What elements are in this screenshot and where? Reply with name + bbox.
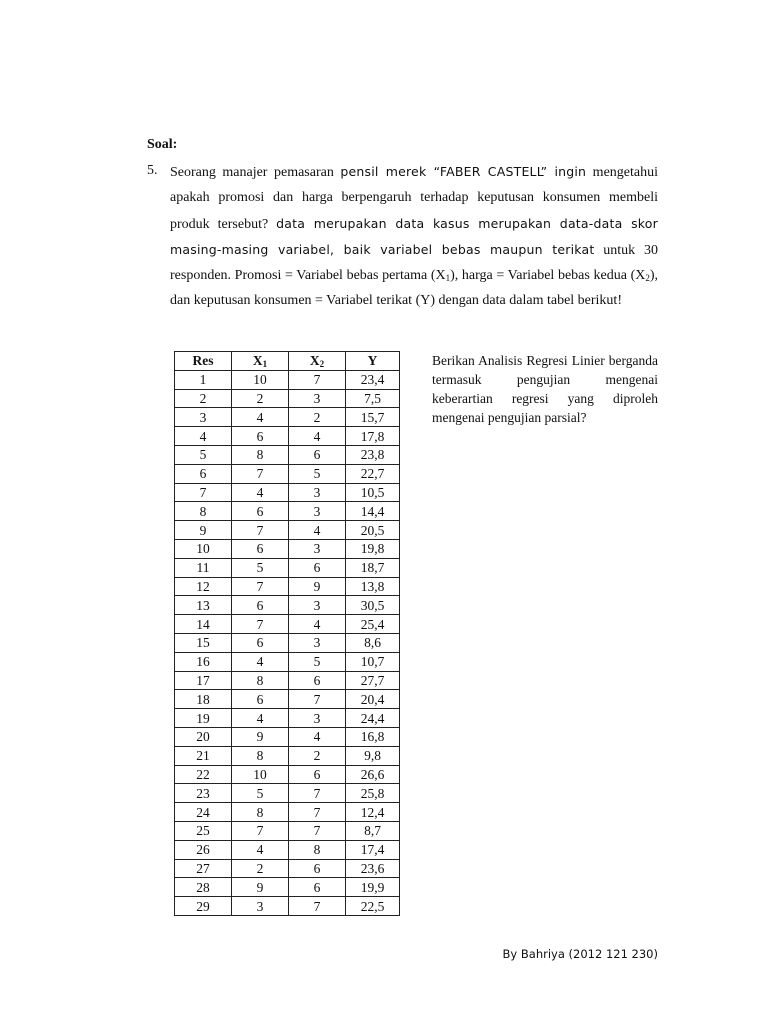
table-cell: 5 <box>232 784 289 803</box>
column-header-x1: $X_1$ <box>232 352 289 371</box>
table-row <box>175 464 400 483</box>
table-cell: 7,5 <box>346 389 400 408</box>
table-row <box>175 821 400 840</box>
table-cell: 6 <box>289 445 346 464</box>
table-cell: 7 <box>232 821 289 840</box>
table-cell: 23,8 <box>346 445 400 464</box>
table-row <box>175 445 400 464</box>
table-cell: 6 <box>289 878 346 897</box>
table-cell: 20,5 <box>346 521 400 540</box>
table-cell: 22 <box>175 765 232 784</box>
table-row <box>175 652 400 671</box>
table-row <box>175 709 400 728</box>
question-text-part: Seorang manajer pemasaran <box>170 165 341 180</box>
table-cell: 7 <box>289 690 346 709</box>
table-cell: 6 <box>232 690 289 709</box>
table-cell: 6 <box>232 539 289 558</box>
table-row <box>175 408 400 427</box>
table-cell: 6 <box>289 671 346 690</box>
table-cell: 2 <box>289 746 346 765</box>
table-cell: 4 <box>289 521 346 540</box>
section-heading: Soal: <box>147 137 178 152</box>
table-cell: 25,4 <box>346 615 400 634</box>
table-cell: 25,8 <box>346 784 400 803</box>
table-cell: 10,5 <box>346 483 400 502</box>
table-row <box>175 370 400 389</box>
table-cell: 13,8 <box>346 577 400 596</box>
question-number: 5. <box>147 163 158 178</box>
table-cell: 19 <box>175 709 232 728</box>
table-cell: 23,6 <box>346 859 400 878</box>
table-cell: 12,4 <box>346 803 400 822</box>
table-row <box>175 727 400 746</box>
table-row <box>175 633 400 652</box>
table-cell: 7 <box>232 615 289 634</box>
table-cell: 3 <box>289 483 346 502</box>
table-cell: 24 <box>175 803 232 822</box>
table-cell: 17,8 <box>346 427 400 446</box>
table-row <box>175 539 400 558</box>
table-cell: 22,7 <box>346 464 400 483</box>
table-cell: 27 <box>175 859 232 878</box>
table-cell: 23,4 <box>346 370 400 389</box>
table-cell: 6 <box>289 765 346 784</box>
table-cell: 14 <box>175 615 232 634</box>
table-cell: 23 <box>175 784 232 803</box>
table-row <box>175 521 400 540</box>
table-cell: 6 <box>232 596 289 615</box>
table-cell: 3 <box>289 389 346 408</box>
table-cell: 8,7 <box>346 821 400 840</box>
table-cell: 16,8 <box>346 727 400 746</box>
table-cell: 7 <box>289 821 346 840</box>
table-cell: 8 <box>289 840 346 859</box>
table-cell: 5 <box>232 558 289 577</box>
table-cell: 26,6 <box>346 765 400 784</box>
table-cell: 5 <box>175 445 232 464</box>
table-cell: 18,7 <box>346 558 400 577</box>
column-header-x2: $X_2$ <box>289 352 346 371</box>
table-cell: 2 <box>289 408 346 427</box>
table-row <box>175 690 400 709</box>
table-row <box>175 427 400 446</box>
table-row <box>175 897 400 916</box>
table-cell: 9,8 <box>346 746 400 765</box>
data-table <box>174 351 400 916</box>
question-text-part: untuk 30 responden. Promosi = Variabel bebas pertama (X <box>170 242 658 284</box>
table-cell: 10,7 <box>346 652 400 671</box>
table-row <box>175 558 400 577</box>
table-cell: 4 <box>232 709 289 728</box>
table-cell: 7 <box>175 483 232 502</box>
column-header-y: Y <box>346 352 400 371</box>
table-cell: 20 <box>175 727 232 746</box>
table-body <box>175 370 400 915</box>
table-row <box>175 746 400 765</box>
table-cell: 5 <box>289 652 346 671</box>
table-cell: 10 <box>232 765 289 784</box>
table-cell: 7 <box>232 464 289 483</box>
table-cell: 17 <box>175 671 232 690</box>
table-cell: 4 <box>175 427 232 446</box>
table-cell: 3 <box>289 633 346 652</box>
column-header-res: Res <box>175 352 232 371</box>
table-cell: 7 <box>232 521 289 540</box>
table-cell: 7 <box>289 897 346 916</box>
table-cell: 6 <box>175 464 232 483</box>
table-cell: 29 <box>175 897 232 916</box>
table-cell: 4 <box>232 652 289 671</box>
table-cell: 2 <box>175 389 232 408</box>
question-text-part: pensil merek “FABER CASTELL” ingin <box>340 164 587 179</box>
table-cell: 11 <box>175 558 232 577</box>
table-cell: 10 <box>232 370 289 389</box>
table-cell: 8 <box>232 746 289 765</box>
table-cell: 9 <box>232 878 289 897</box>
table-cell: 27,7 <box>346 671 400 690</box>
table-cell: 6 <box>232 502 289 521</box>
table-cell: 30,5 <box>346 596 400 615</box>
table-cell: 7 <box>289 803 346 822</box>
question-text-part: ), dan keputusan konsumen = Variabel terikat (Y) dengan data dalam tabel berikut! <box>170 268 659 309</box>
subscript: 1 <box>445 273 451 284</box>
table-cell: 2 <box>232 859 289 878</box>
table-row <box>175 596 400 615</box>
table-cell: 8 <box>175 502 232 521</box>
table-cell: 4 <box>289 427 346 446</box>
table-row <box>175 389 400 408</box>
table-cell: 2 <box>232 389 289 408</box>
table-cell: 7 <box>289 784 346 803</box>
table-cell: 10 <box>175 539 232 558</box>
table-cell: 8 <box>232 445 289 464</box>
table-row <box>175 859 400 878</box>
table-cell: 6 <box>232 633 289 652</box>
table-cell: 19,9 <box>346 878 400 897</box>
question-text-part: ), harga = Variabel bebas kedua (X <box>450 268 646 284</box>
table-cell: 9 <box>289 577 346 596</box>
table-row <box>175 840 400 859</box>
table-cell: 3 <box>289 709 346 728</box>
table-cell: 4 <box>289 615 346 634</box>
table-cell: 3 <box>289 502 346 521</box>
table-cell: 3 <box>289 596 346 615</box>
subscript: 2 <box>645 273 650 284</box>
instruction-text: Berikan Analisis Regresi Linier berganda termasuk pengujian mengenai keberartian regresi yang diproleh mengenai pengujian parsial? <box>432 353 658 425</box>
table-cell: 18 <box>175 690 232 709</box>
table-cell: 3 <box>232 897 289 916</box>
table-cell: 3 <box>289 539 346 558</box>
question-text-part: data merupakan data kasus merupakan data-data skor masing-masing variabel, baik variabel bebas maupun terikat <box>170 215 658 257</box>
table-cell: 9 <box>175 521 232 540</box>
table-cell: 6 <box>289 558 346 577</box>
table-cell: 7 <box>232 577 289 596</box>
table-cell: 8 <box>232 671 289 690</box>
table-cell: 7 <box>289 370 346 389</box>
table-cell: 16 <box>175 652 232 671</box>
table-cell: 8 <box>232 803 289 822</box>
table-row <box>175 671 400 690</box>
table-cell: 26 <box>175 840 232 859</box>
table-cell: 3 <box>175 408 232 427</box>
table-cell: 25 <box>175 821 232 840</box>
table-row <box>175 784 400 803</box>
table-cell: 21 <box>175 746 232 765</box>
table-row <box>175 502 400 521</box>
table-cell: 1 <box>175 370 232 389</box>
table-row <box>175 615 400 634</box>
table-cell: 4 <box>232 840 289 859</box>
table-cell: 5 <box>289 464 346 483</box>
question-text-part: mengetahui apakah promosi dan harga berpengaruh terhadap keputusan konsumen membeli produk tersebut? <box>170 165 658 232</box>
table-row <box>175 765 400 784</box>
table-row <box>175 577 400 596</box>
table-cell: 14,4 <box>346 502 400 521</box>
table-cell: 15 <box>175 633 232 652</box>
table-row <box>175 878 400 897</box>
table-cell: 4 <box>289 727 346 746</box>
table-cell: 15,7 <box>346 408 400 427</box>
table-cell: 17,4 <box>346 840 400 859</box>
table-cell: 13 <box>175 596 232 615</box>
table-header-row <box>175 352 400 371</box>
table-cell: 8,6 <box>346 633 400 652</box>
table-row <box>175 483 400 502</box>
table-cell: 20,4 <box>346 690 400 709</box>
table-cell: 19,8 <box>346 539 400 558</box>
table-cell: 6 <box>289 859 346 878</box>
author-credit: By Bahriya (2012 121 230) <box>502 947 658 961</box>
table-cell: 9 <box>232 727 289 746</box>
table-cell: 24,4 <box>346 709 400 728</box>
table-cell: 12 <box>175 577 232 596</box>
table-cell: 4 <box>232 408 289 427</box>
table-cell: 22,5 <box>346 897 400 916</box>
question-text <box>170 159 658 314</box>
table-cell: 28 <box>175 878 232 897</box>
table-cell: 6 <box>232 427 289 446</box>
table-row <box>175 803 400 822</box>
table-cell: 4 <box>232 483 289 502</box>
